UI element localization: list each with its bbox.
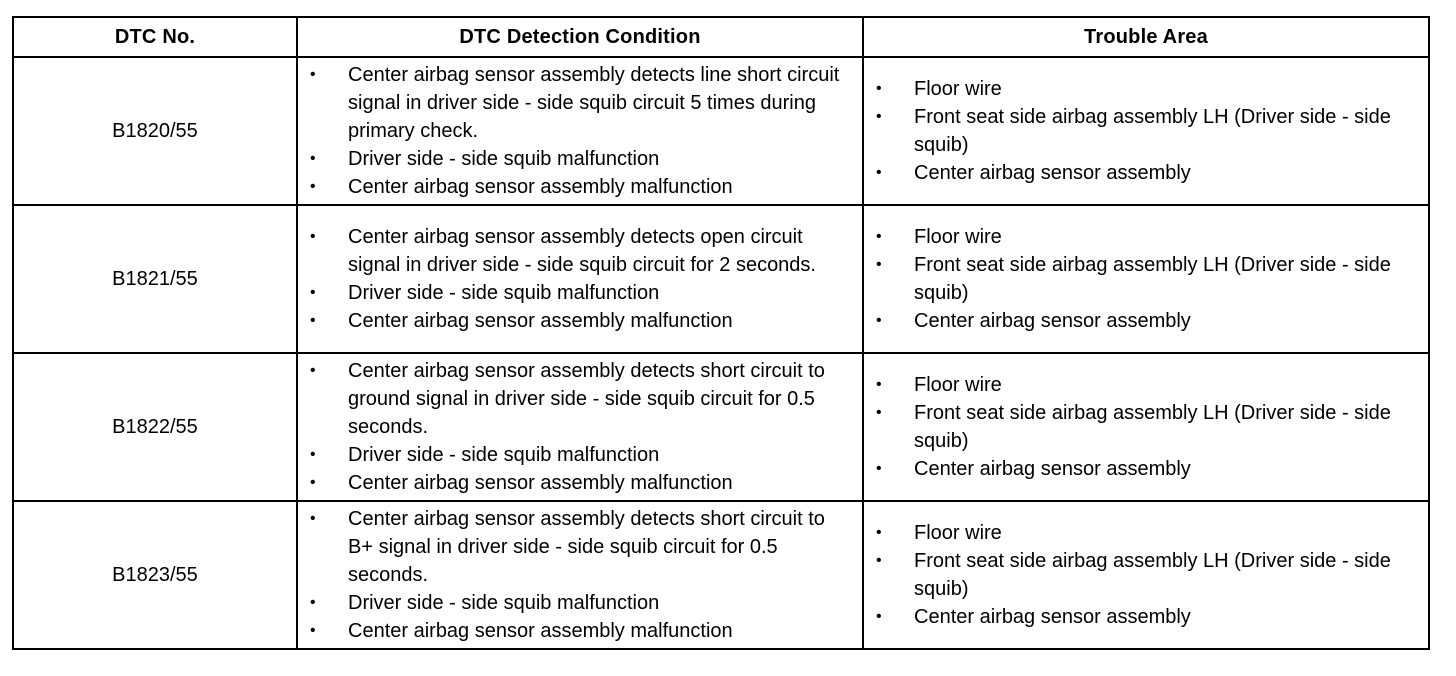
trouble-area-list [864,519,1428,631]
list-item: • Front seat side airbag assembly LH (Driver side - side squib) [876,399,1420,455]
list-item: • Floor wire [876,519,1420,547]
list-item: • Center airbag sensor assembly malfunction [310,469,854,497]
list-item: • Center airbag sensor assembly malfunction [310,307,854,335]
list-item: • Floor wire [876,75,1420,103]
dtc-code: B1820/55 [13,57,297,205]
list-item: • Center airbag sensor assembly detects line short circuit signal in driver side - side squib circuit 5 times during primary check. [310,61,854,145]
trouble-area-list [864,75,1428,187]
list-item: • Driver side - side squib malfunction [310,279,854,307]
table-row [13,205,1429,353]
table-row [13,353,1429,501]
list-item: • Driver side - side squib malfunction [310,441,854,469]
dtc-code: B1823/55 [13,501,297,649]
list-item: • Center airbag sensor assembly detects open circuit signal in driver side - side squib circuit for 2 seconds. [310,223,854,279]
list-item: • Front seat side airbag assembly LH (Driver side - side squib) [876,251,1420,307]
list-item: • Driver side - side squib malfunction [310,589,854,617]
list-item: • Front seat side airbag assembly LH (Driver side - side squib) [876,103,1420,159]
list-item: • Center airbag sensor assembly [876,307,1420,335]
trouble-area-cell [863,353,1429,501]
condition-cell [297,501,863,649]
header-trouble-area: Trouble Area [863,17,1429,57]
list-item: • Floor wire [876,371,1420,399]
list-item: • Driver side - side squib malfunction [310,145,854,173]
list-item: • Center airbag sensor assembly malfunction [310,173,854,201]
trouble-area-cell [863,57,1429,205]
condition-list [298,223,862,335]
list-item: • Center airbag sensor assembly detects short circuit to ground signal in driver side - side squib circuit for 0.5 seconds. [310,357,854,441]
dtc-code: B1821/55 [13,205,297,353]
table-row [13,501,1429,649]
condition-list [298,505,862,645]
trouble-area-list [864,371,1428,483]
trouble-area-cell [863,205,1429,353]
trouble-area-cell [863,501,1429,649]
list-item: • Center airbag sensor assembly malfunction [310,617,854,645]
list-item: • Center airbag sensor assembly [876,159,1420,187]
list-item: • Center airbag sensor assembly [876,603,1420,631]
dtc-table [12,16,1430,650]
condition-cell [297,353,863,501]
header-row [13,17,1429,57]
list-item: • Front seat side airbag assembly LH (Driver side - side squib) [876,547,1420,603]
trouble-area-list [864,223,1428,335]
list-item: • Floor wire [876,223,1420,251]
condition-cell [297,57,863,205]
header-detection-condition: DTC Detection Condition [297,17,863,57]
table-row [13,57,1429,205]
list-item: • Center airbag sensor assembly detects short circuit to B+ signal in driver side - side squib circuit for 0.5 seconds. [310,505,854,589]
dtc-code: B1822/55 [13,353,297,501]
list-item: • Center airbag sensor assembly [876,455,1420,483]
condition-cell [297,205,863,353]
condition-list [298,357,862,497]
header-dtc-no: DTC No. [13,17,297,57]
condition-list [298,61,862,201]
